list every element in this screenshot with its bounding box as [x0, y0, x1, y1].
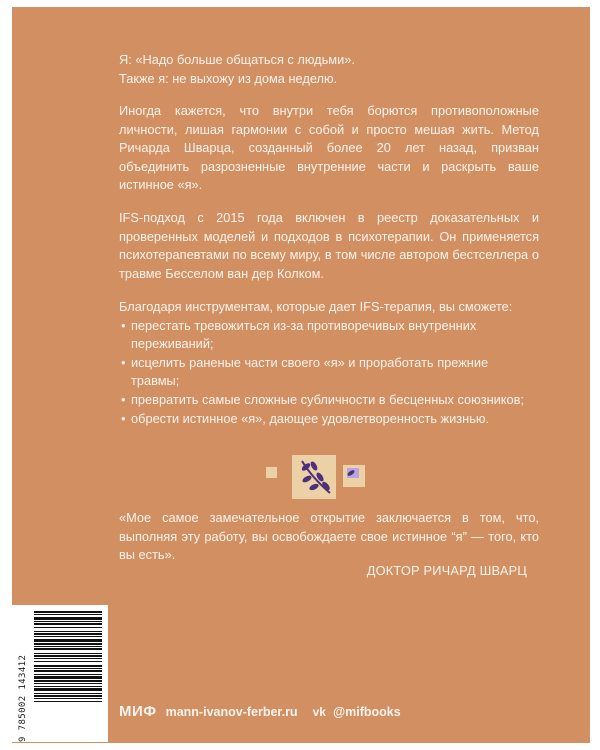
- benefits-list: [119, 317, 539, 429]
- bullet-icon: •: [121, 391, 126, 407]
- paragraph-1-text: Иногда кажется, что внутри тебя борются противоположные личности, лишая гармонии с собой и просто мешая жить. Метод Ричарда Шварца, созданный более 20 лет назад, призван объединить разрозненные внутренние части и раскрыть ваше истинное «я».: [119, 103, 539, 193]
- bullet-icon: •: [121, 317, 126, 333]
- quote-block: [119, 509, 539, 565]
- isbn-barcode: [12, 605, 108, 742]
- benefit-text: превратить самые сложные субличности в бесценных союзников;: [131, 391, 524, 407]
- ornament-right-square: [343, 465, 365, 487]
- benefit-item: [119, 410, 539, 429]
- publisher-website: mann-ivanov-ferber.ru: [165, 704, 298, 719]
- publisher-social: @mifbooks: [332, 704, 401, 719]
- intro-block: [119, 51, 539, 88]
- benefit-item: [119, 391, 539, 410]
- benefits-lead: Благодаря инструментам, которые дает IFS-терапия, вы сможете:: [119, 299, 513, 314]
- description-paragraph-1: [119, 102, 539, 195]
- vk-icon: vk: [312, 704, 326, 719]
- benefit-text: перестать тревожиться из-за противоречивых внутренних переживаний;: [131, 317, 477, 352]
- ornament-leaf-tile: [292, 455, 336, 499]
- benefit-text: исцелить раненые части своего «я» и проработать прежние травмы;: [131, 354, 489, 389]
- ornament-small-square: [266, 467, 277, 478]
- benefits-block: [119, 298, 539, 428]
- publisher-logo: МИФ: [119, 703, 157, 720]
- benefit-item: [119, 354, 539, 391]
- bullet-icon: •: [121, 410, 126, 426]
- book-back-cover: [12, 7, 590, 743]
- benefit-item: [119, 317, 539, 354]
- quote-author: ДОКТОР РИЧАРД ШВАРЦ: [366, 563, 527, 578]
- quote-text: «Мое самое замечательное открытие заключается в том, что, выполняя эту работу, вы освобождаете свое истинное “я” — того, кто вы есть».: [119, 510, 539, 563]
- description-paragraph-2: [119, 209, 539, 283]
- isbn-digits: 9 785002 143412: [18, 654, 28, 742]
- bullet-icon: •: [121, 354, 126, 370]
- intro-line-1: Я: «Надо больше общаться с людьми».: [119, 52, 355, 67]
- benefit-text: обрести истинное «я», дающее удовлетворенность жизнью.: [131, 410, 490, 426]
- leaf-branch-icon: [292, 455, 336, 499]
- intro-line-2: Также я: не выхожу из дома неделю.: [119, 70, 338, 86]
- publisher-footer: [119, 703, 401, 720]
- leaf-fragment-icon: [343, 465, 365, 487]
- paragraph-2-text: IFS-подход с 2015 года включен в реестр доказательных и проверенных моделей и подходов в психотерапии. Он применяется психотерапевтами по всему миру, в том числе автором бестселлера о травме Бесселом ван дер Колком.: [119, 210, 539, 281]
